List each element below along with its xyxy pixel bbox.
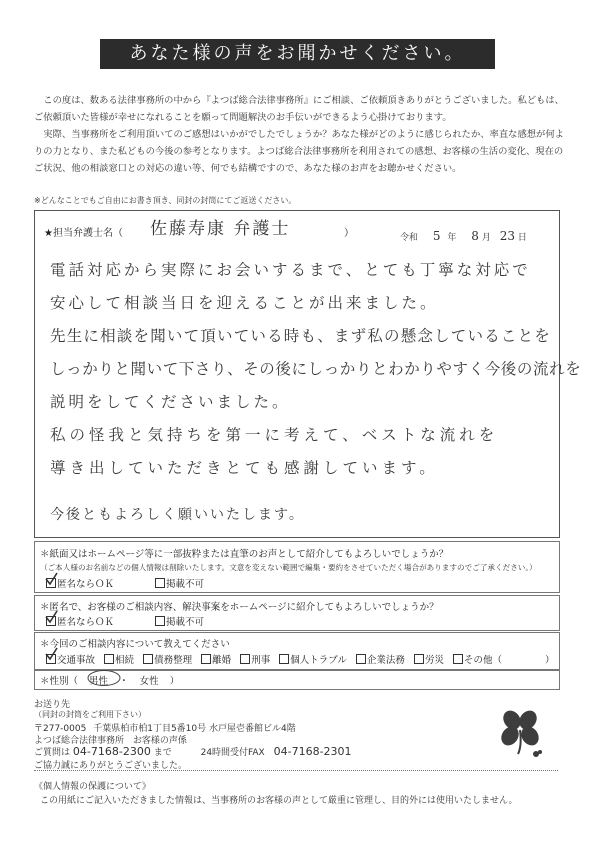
handwritten-line: 先生に相談を聞いて頂いている時も、まず私の懸念していることを: [50, 327, 552, 345]
option-debt[interactable]: 債務整理: [143, 655, 192, 666]
checkbox-icon[interactable]: [143, 654, 153, 664]
question-publish: ＊紙面又はホームページ等に一部抜粋または直筆のお声として紹介してもよろしいでしょうか？: [40, 549, 449, 560]
option-no-publish[interactable]: 掲載不可: [155, 576, 204, 590]
option-criminal[interactable]: 刑事: [240, 655, 270, 666]
lawyer-close: ）: [344, 228, 354, 239]
contact-line: ご質問は 04-7168-2300 まで 24時間受付FAX 04-7168-2301: [34, 745, 352, 758]
check-mark-icon: [44, 647, 58, 661]
gender-field: ＊性別（ 男性 ・ 女性 ）: [40, 676, 180, 687]
intro-paragraph-1: この度は、数ある法律事務所の中から『よつば総合法律事務所』にご相談、ご依頼頂きありがとうございました。私どもは、ご依頼頂いた皆様が幸せになれることを願って問題解決のお手伝いができるよう心掛けております。: [34, 95, 564, 123]
era-label: 令和: [400, 233, 419, 243]
address-heading: お送り先: [34, 700, 71, 710]
privacy-text: この用紙にご記入いただきました情報は、当事務所のお客様の声として厳重に管理し、目的外には使用いたしません。: [40, 796, 518, 806]
date-field[interactable]: [400, 229, 527, 243]
intro-text: [34, 92, 564, 177]
option-male[interactable]: 男性: [89, 676, 109, 687]
clover-logo-icon: [494, 706, 546, 762]
lawyer-label: ★担当弁護士名（: [44, 228, 123, 239]
handwritten-line: 安心して相談当日を迎えることが出来ました。: [50, 294, 439, 312]
street-address: 千葉県柏市柏1丁目5番10号 水戸屋壱番館ビル4階: [93, 724, 296, 734]
page-title: あなた様の声をお聞かせください。: [100, 39, 495, 69]
question-publish-note: （ご本人様のお名前などの個人情報は削除いたします。文意を変えない範囲で編集・要約をさせていただく場合がありますのでご了承ください。）: [40, 563, 537, 572]
question-anonymous: ＊匿名で、お客様のご相談内容、解決事案をホームページに紹介してもよろしいでしょうか？: [40, 602, 439, 613]
option-anonymous-ok[interactable]: 匿名ならＯＫ: [46, 576, 114, 590]
instruction-note: ※どんなことでもご自由にお書き頂き、同封の封筒にてご返送ください。: [34, 196, 297, 205]
checkbox-icon[interactable]: [356, 654, 366, 664]
department: お客様の声係: [132, 736, 187, 746]
month-value: 8: [471, 229, 479, 243]
privacy-title: 《個人情報の保護について》: [34, 782, 151, 792]
thanks-text: ご協力誠にありがとうございました。: [34, 761, 188, 771]
firm-name: よつば総合法律事務所: [34, 736, 125, 746]
checkbox-icon[interactable]: [240, 654, 250, 664]
lawyer-name[interactable]: 佐藤寿康 弁護士: [150, 219, 291, 239]
address-heading-note: （同封の封筒をご利用下さい）: [34, 710, 146, 719]
postal-code: 〒277-0005: [34, 724, 87, 734]
category-options: [46, 652, 502, 666]
checkbox-icon[interactable]: [453, 654, 463, 664]
circle-mark-icon: [86, 669, 122, 687]
checkbox-icon[interactable]: [155, 578, 165, 588]
checkbox-icon[interactable]: [414, 654, 424, 664]
option-inheritance[interactable]: 相続: [104, 655, 134, 666]
question-category: ＊今回のご相談内容について教えてください: [40, 639, 230, 650]
option-other[interactable]: その他（: [453, 655, 502, 666]
handwritten-line: 導き出していただきとても感謝しています。: [50, 459, 439, 477]
option-no-publish[interactable]: 掲載不可: [155, 614, 204, 628]
checkbox-icon[interactable]: [201, 654, 211, 664]
handwritten-line: しっかりと聞いて下さり、その後にしっかりとわかりやすく今後の流れを: [50, 360, 582, 378]
checkbox-icon[interactable]: [104, 654, 114, 664]
checkbox-icon[interactable]: [279, 654, 289, 664]
handwritten-line: 私の怪我と気持ちを第一に考えて、ベストな流れを: [50, 426, 499, 444]
handwritten-line: 今後ともよろしく願いいたします。: [50, 507, 305, 523]
check-mark-icon: [44, 610, 58, 624]
checkbox-icon[interactable]: [155, 616, 165, 626]
divider: [34, 770, 558, 771]
phone-number[interactable]: 04-7168-2300: [72, 745, 151, 758]
option-corporate[interactable]: 企業法務: [356, 655, 405, 666]
option-anonymous-ok[interactable]: 匿名ならＯＫ: [46, 614, 114, 628]
month-label: 月: [481, 233, 491, 243]
handwritten-line: 電話対応から実際にお会いするまで、とても丁寧な対応で: [50, 261, 531, 279]
option-divorce[interactable]: 離婚: [201, 655, 231, 666]
handwritten-line: 説明をしてくださいました。: [50, 393, 291, 411]
option-workers-comp[interactable]: 労災: [414, 655, 444, 666]
option-personal-trouble[interactable]: 個人トラブル: [279, 655, 347, 666]
fax-number[interactable]: 04-7168-2301: [273, 745, 352, 758]
option-traffic-accident[interactable]: 交通事故: [46, 655, 95, 666]
option-female[interactable]: 女性: [139, 676, 159, 687]
intro-paragraph-2: 実際、当事務所をご利用頂いてのご感想はいかがでしたでしょうか？あなた様がどのように感じられたか、率直な感想が何よりの力となり、また私どもの今後の参考となります。よつば総合法律事務所を利用されての感想、お客様の生活の変化、現在のご状況、他の相談窓口との対応の違い等、何でも結構ですので、あなた様のお声をお聴かせください。: [34, 129, 564, 174]
year-value: 5: [432, 229, 441, 243]
day-label: 日: [517, 233, 527, 243]
year-label: 年: [447, 233, 457, 243]
day-value: 23: [499, 229, 515, 243]
check-mark-icon: [44, 572, 58, 586]
other-close: ）: [545, 655, 555, 666]
